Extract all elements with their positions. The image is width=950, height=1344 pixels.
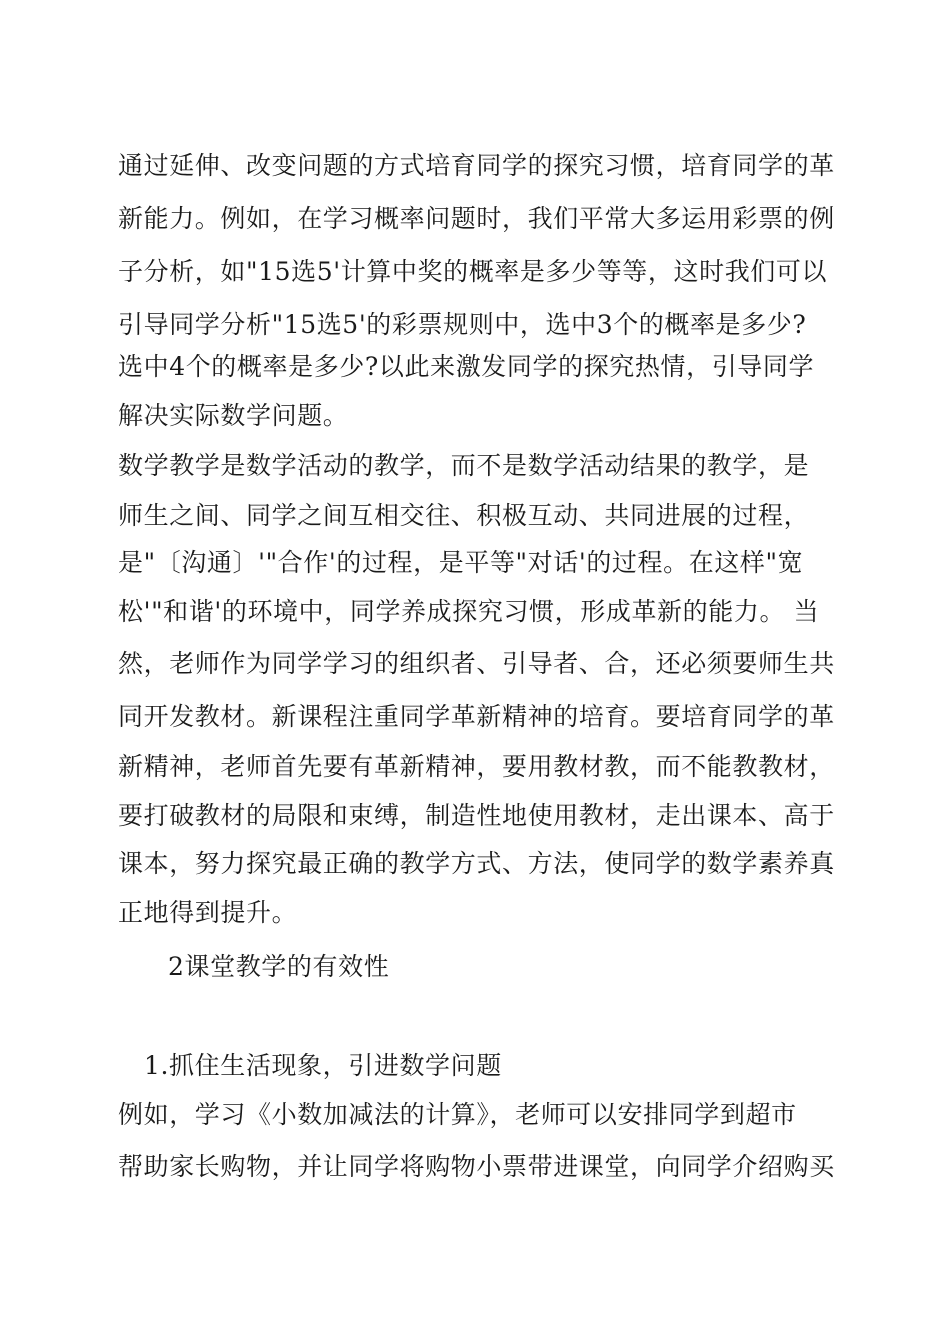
subsection-heading: 1.抓住生活现象，引进数学问题 (144, 1051, 502, 1080)
section-heading: 2课堂教学的有效性 (168, 952, 390, 981)
text-line: 要打破教材的局限和束缚，制造性地使用教材，走出课本、高于 (118, 801, 835, 830)
text-line: 例如，学习《小数加减法的计算》，老师可以安排同学到超市 (118, 1100, 797, 1129)
text-line: 师生之间、同学之间互相交往、积极互动、共同进展的过程， (118, 501, 810, 530)
text-line: 松'"和谐'的环境中，同学养成探究习惯，形成革新的能力。 当 (118, 597, 820, 626)
text-line: 帮助家长购物，并让同学将购物小票带进课堂，向同学介绍购买 (118, 1152, 835, 1181)
text-line: 引导同学分析"15选5'的彩票规则中，选中3个的概率是多少? (118, 310, 807, 339)
text-line: 数学教学是数学活动的教学，而不是数学活动结果的教学，是 (118, 451, 810, 480)
text-line: 新精神，老师首先要有革新精神，要用教材教，而不能教教材， (118, 752, 835, 781)
text-line: 同开发教材。新课程注重同学革新精神的培育。要培育同学的革 (118, 702, 835, 731)
text-line: 解决实际数学问题。 (118, 401, 349, 430)
text-line: 然，老师作为同学学习的组织者、引导者、合，还必须要师生共 (118, 649, 835, 678)
text-line: 新能力。例如，在学习概率问题时，我们平常大多运用彩票的例 (118, 204, 835, 233)
text-line: 是"〔沟通〕'"合作'的过程，是平等"对话'的过程。在这样"宽 (118, 548, 804, 577)
text-line: 选中4个的概率是多少?以此来激发同学的探究热情，引导同学 (118, 352, 815, 381)
text-line: 通过延伸、改变问题的方式培育同学的探究习惯，培育同学的革 (118, 151, 835, 180)
text-line: 子分析，如"15选5'计算中奖的概率是多少等等，这时我们可以 (118, 257, 828, 286)
text-line: 正地得到提升。 (118, 898, 298, 927)
text-line: 课本，努力探究最正确的教学方式、方法，使同学的数学素养真 (118, 849, 835, 878)
